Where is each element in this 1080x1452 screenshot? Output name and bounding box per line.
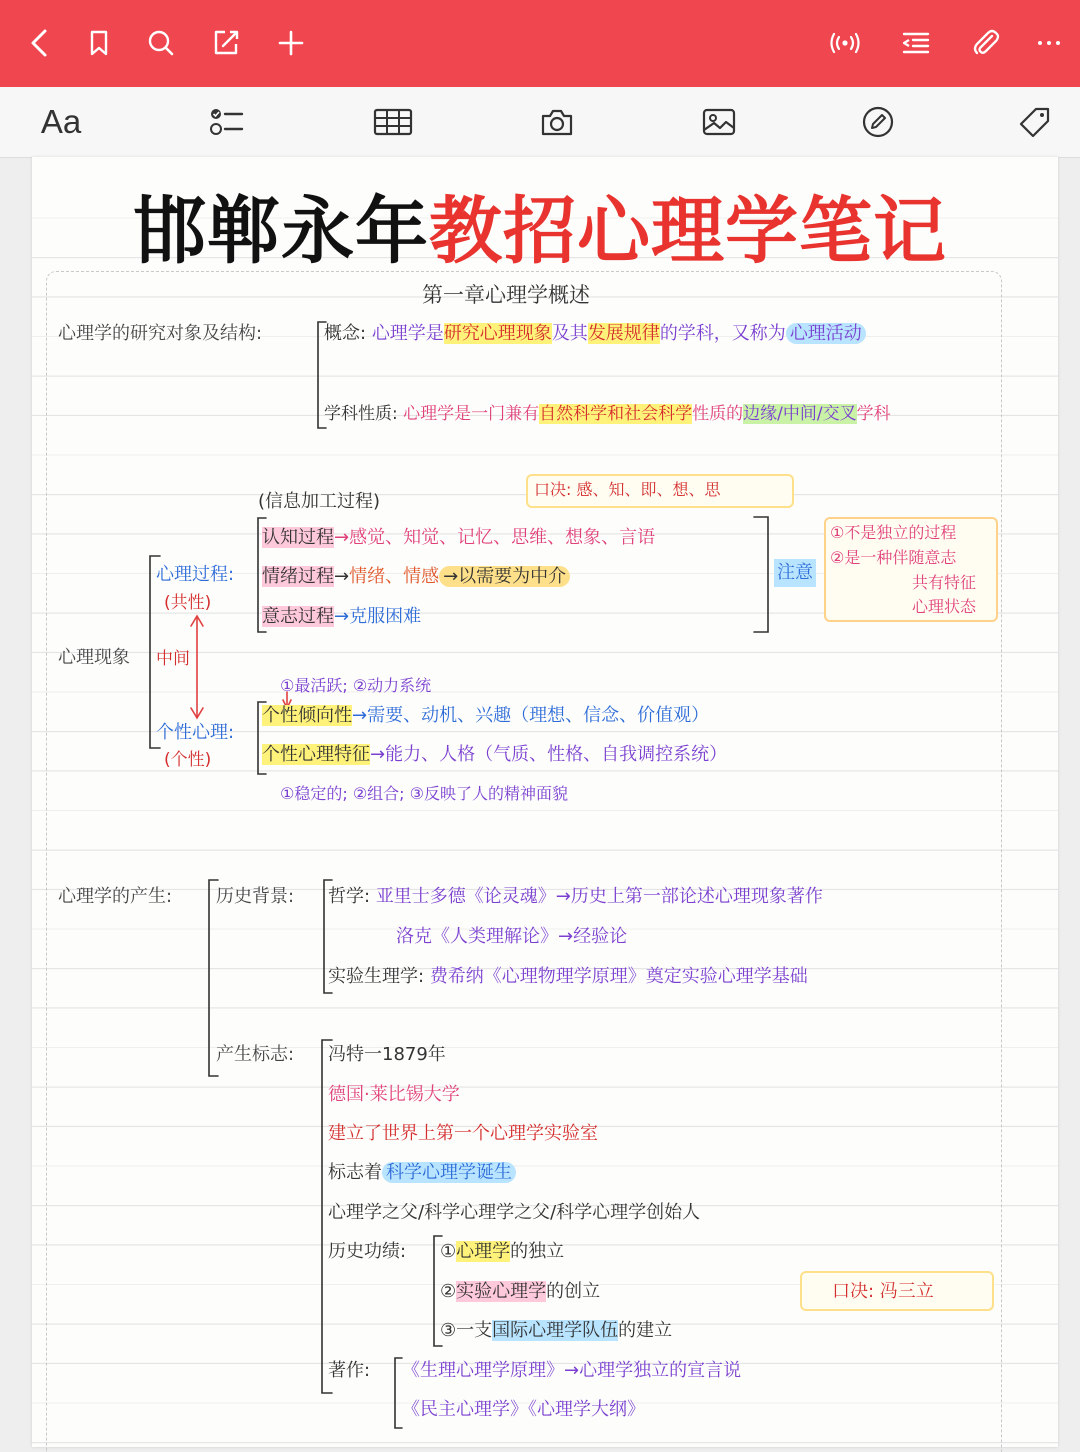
nature-label: 学科性质: <box>324 404 398 424</box>
attention-note-1: ①不是独立的过程 <box>830 523 957 542</box>
process-common: (共性) <box>164 593 212 613</box>
merit-label: 历史功绩: <box>328 1241 407 1262</box>
process-label: 心理过程: <box>156 564 235 585</box>
s1-label: 心理学的研究对象及结构: <box>58 323 263 344</box>
nature-line <box>324 400 891 428</box>
nature-f: 边缘/中间/交叉 <box>743 404 857 424</box>
concept-c: 及其 <box>551 323 588 344</box>
headline-red-part: 教招心理学笔记 <box>429 189 947 274</box>
merit2-line <box>440 1278 600 1306</box>
works-label: 著作: <box>328 1360 371 1381</box>
emotion-items: 情绪、情感 <box>349 566 440 587</box>
s3-label: 心理学的产生: <box>58 886 173 907</box>
wundt: 冯特一1879年 <box>328 1044 446 1065</box>
nature-g: 学科 <box>856 404 891 424</box>
info-process: (信息加工过程) <box>258 491 381 512</box>
emotion-arrow: → <box>334 566 350 587</box>
aristotle: 亚里士多德《论灵魂》→历史上第一部论述心理现象著作 <box>375 886 823 907</box>
merit2-a: ② <box>440 1281 457 1302</box>
attention-note-2: ②是一种伴随意志 <box>830 548 957 567</box>
cognitive-items: →感觉、知觉、记忆、思维、想象、言语 <box>334 527 656 548</box>
merit1-c: 的独立 <box>510 1241 565 1262</box>
concept-line <box>324 320 866 348</box>
physio-label: 实验生理学: <box>328 966 425 987</box>
cognitive-label: 认知过程 <box>262 527 334 548</box>
merit2-b: 实验心理学 <box>456 1281 547 1302</box>
trait-items: →能力、人格（气质、性格、自我调控系统） <box>370 744 728 765</box>
nature-d: 社会科学 <box>624 404 693 424</box>
concept-f: 心理活动 <box>786 323 866 344</box>
personality-individual: (个性) <box>164 750 212 770</box>
attention-note-3: 共有特征 <box>912 573 977 592</box>
merit1-a: ① <box>440 1241 457 1262</box>
trait-line <box>262 741 727 769</box>
tendency-label: 个性倾向性 <box>262 705 352 726</box>
locke: 洛克《人类理解论》→经验论 <box>396 926 628 947</box>
mnemonic2: 口决: 冯三立 <box>832 1281 934 1302</box>
work1-line <box>402 1357 741 1385</box>
merit3-c: 的建立 <box>618 1320 673 1341</box>
merit1-line <box>440 1238 564 1266</box>
nature-a: 心理学是一门兼有 <box>403 404 540 424</box>
merit3-a: ③一支 <box>440 1320 493 1341</box>
aristotle-line <box>328 883 823 911</box>
will-line <box>262 603 421 631</box>
fechner: 费希纳《心理物理学原理》奠定实验心理学基础 <box>429 966 808 987</box>
emotion-tail: →以需要为中介 <box>439 566 570 587</box>
phenomenon-label: 心理现象 <box>58 647 130 668</box>
chapter-title: 第一章心理学概述 <box>422 283 590 307</box>
work1-b: →心理学独立的宣言说 <box>564 1360 742 1381</box>
concept-d: 发展规律 <box>587 323 660 344</box>
birth-b: 科学心理学诞生 <box>382 1162 516 1183</box>
attention-label: 注意 <box>774 559 816 587</box>
work2: 《民主心理学》《心理学大纲》 <box>402 1399 645 1420</box>
tendency-note: ①最活跃; ②动力系统 <box>280 676 432 695</box>
merit2-c: 的创立 <box>546 1281 601 1302</box>
attention-note-4: 心理状态 <box>912 597 977 616</box>
headline-black-part: 邯郸永年 <box>133 189 429 274</box>
personality-label: 个性心理: <box>156 722 235 743</box>
nature-e: 性质的 <box>692 404 744 424</box>
concept-b: 研究心理现象 <box>443 323 552 344</box>
birth-line <box>328 1159 516 1187</box>
will-items: →克服困难 <box>334 606 422 627</box>
concept-a: 心理学是 <box>371 323 444 344</box>
merit3-line <box>440 1317 672 1345</box>
font-format-label: Aa <box>40 103 82 140</box>
trait-note: ①稳定的; ②组合; ③反映了人的精神面貌 <box>280 784 568 803</box>
birth-a: 标志着 <box>328 1162 382 1183</box>
middle-label: 中间 <box>156 649 190 669</box>
lab: 建立了世界上第一个心理学实验室 <box>328 1123 598 1144</box>
work1-a: 《生理心理学原理》 <box>402 1360 564 1381</box>
mnemonic1: 口决: 感、知、即、想、思 <box>534 480 721 499</box>
cognitive-line <box>262 524 655 552</box>
fechner-line <box>328 963 808 991</box>
merit1-b: 心理学 <box>456 1241 511 1262</box>
concept-e: 的学科，又称为 <box>659 323 786 344</box>
concept-label: 概念: <box>324 323 367 344</box>
mark-label: 产生标志: <box>216 1044 295 1065</box>
emotion-line <box>262 563 570 591</box>
trait-label: 个性心理特征 <box>262 744 370 765</box>
merit3-b: 国际心理学队伍 <box>492 1320 619 1341</box>
background-label: 历史背景: <box>216 886 295 907</box>
leipzig: 德国·莱比锡大学 <box>328 1084 460 1105</box>
tendency-items: →需要、动机、兴趣（理想、信念、价值观） <box>352 705 710 726</box>
nature-b: 自然科学 <box>539 404 608 424</box>
nature-c: 和 <box>607 404 625 424</box>
father: 心理学之父/科学心理学之父/科学心理学创始人 <box>328 1202 701 1223</box>
will-label: 意志过程 <box>262 606 334 627</box>
tendency-line <box>262 702 709 730</box>
philosophy-label: 哲学: <box>328 886 371 907</box>
emotion-label: 情绪过程 <box>262 566 334 587</box>
